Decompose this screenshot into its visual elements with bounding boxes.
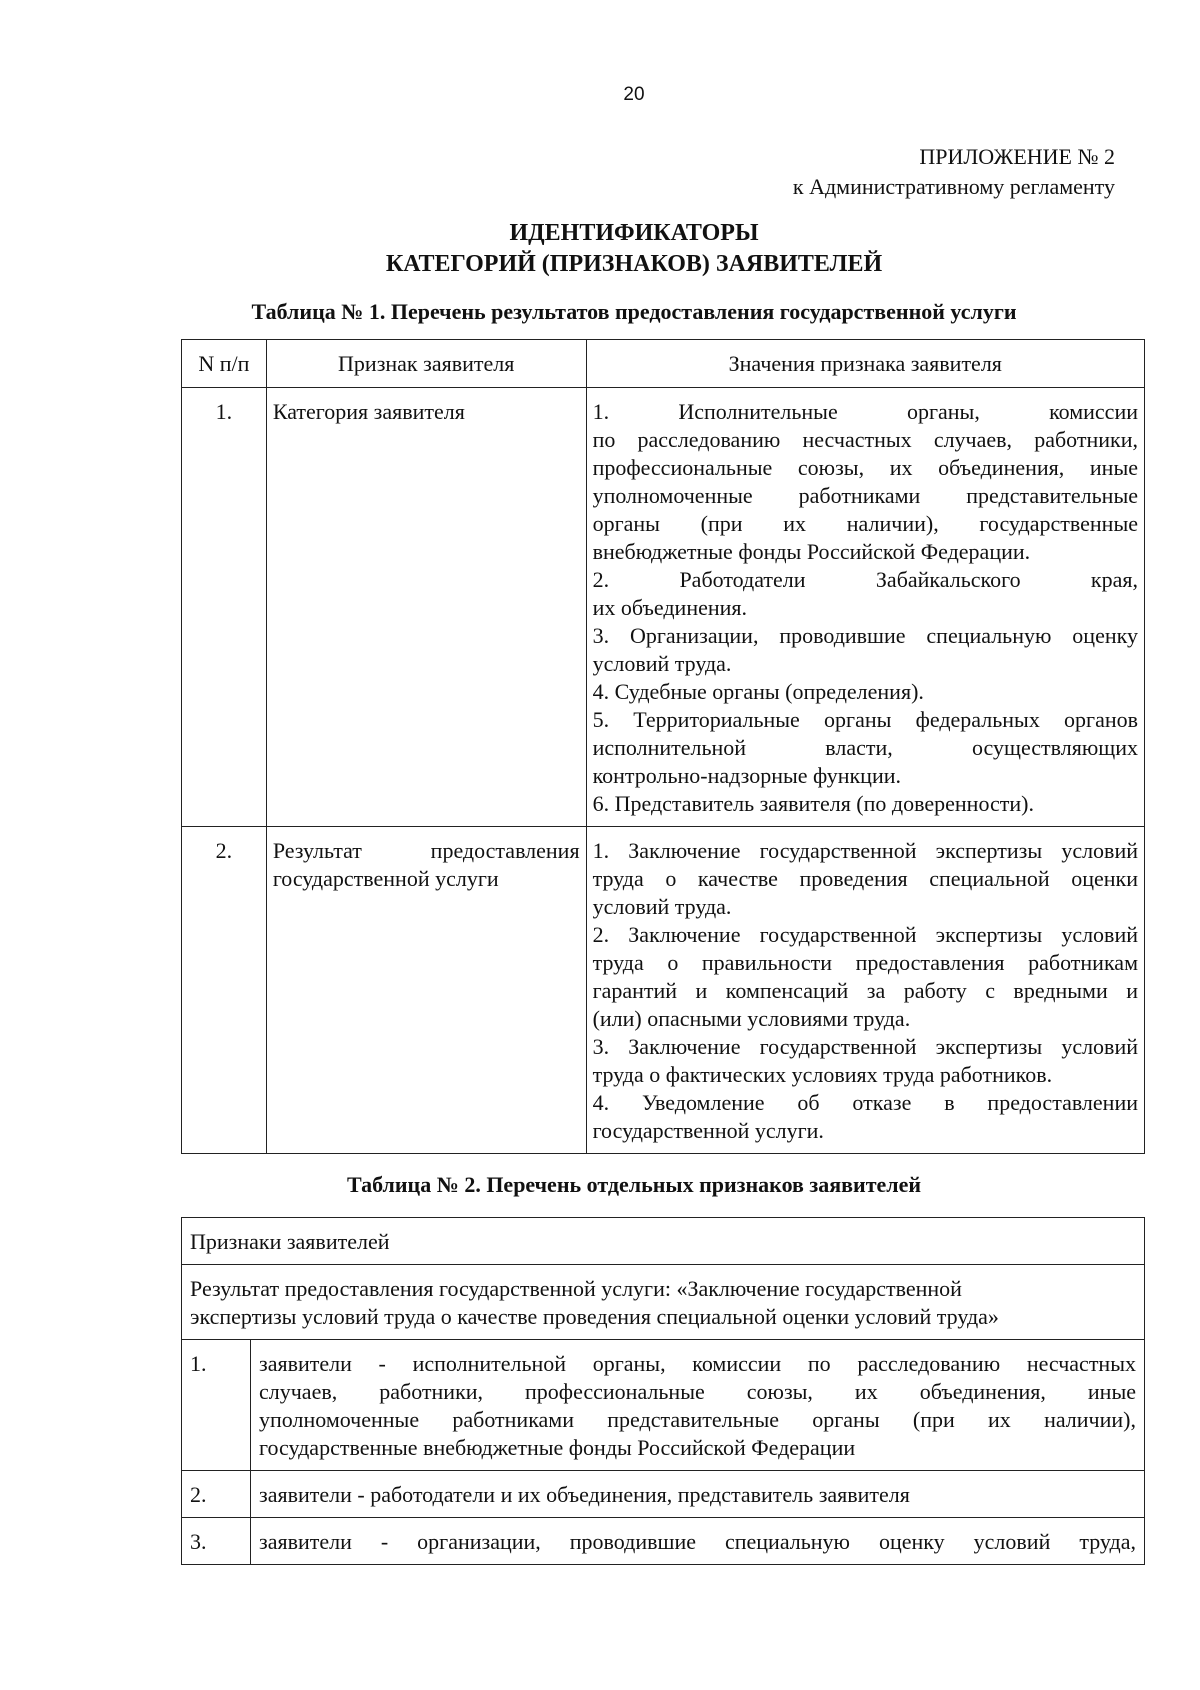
column-header-attribute: Признак заявителя [266, 340, 586, 388]
row-line: заявители - организации, проводившие специальную оценку условий труда, [259, 1529, 1136, 1554]
value-line: профессиональные союзы, их объединения, иные [592, 455, 1138, 480]
results-table [181, 339, 1145, 1154]
appendix-reference: к Административному регламенту [792, 174, 1115, 199]
value-line: 3. Организации, проводившие специальную оценку [592, 623, 1138, 648]
value-line: 3. Заключение государственной экспертизы условий [592, 1034, 1138, 1059]
value-line: 1. Исполнительные органы, комиссии [592, 399, 1138, 424]
value-line: контрольно-надзорные функции. [592, 763, 901, 788]
row-line: заявители - работодатели и их объединения, представитель заявителя [259, 1482, 910, 1507]
row-number: 2. [182, 1471, 251, 1518]
column-header-number: N п/п [182, 340, 267, 388]
value-line: 2. Работодатели Забайкальского края, [592, 567, 1138, 592]
value-line: по расследованию несчастных случаев, работники, [592, 427, 1138, 452]
row-line: уполномоченные работниками представительные органы (при их наличии), [259, 1407, 1136, 1432]
value-line: органы (при их наличии), государственные [592, 511, 1138, 536]
attribute-line: Результат предоставления [272, 838, 580, 863]
table-row [182, 1340, 1145, 1471]
row-line: государственные внебюджетные фонды Российской Федерации [259, 1435, 856, 1460]
result-row [182, 1265, 1145, 1340]
row-attribute [266, 388, 586, 827]
appendix-heading [793, 142, 1115, 202]
row-text [251, 1471, 1145, 1518]
result-line: экспертизы условий труда о качестве проведения специальной оценки условий труда» [190, 1304, 999, 1329]
table-row [182, 827, 1145, 1154]
value-line: труда о правильности предоставления работникам [592, 950, 1138, 975]
row-text [251, 1518, 1145, 1565]
document-title-line-2: КАТЕГОРИЙ (ПРИЗНАКОВ) ЗАЯВИТЕЛЕЙ [385, 251, 883, 277]
value-line: 4. Уведомление об отказе в предоставлении [592, 1090, 1138, 1115]
table-header-row [182, 1218, 1145, 1265]
table-row [182, 388, 1145, 827]
value-line: труда о фактических условиях труда работников. [592, 1062, 1053, 1087]
value-line: условий труда. [592, 651, 732, 676]
table1-caption: Таблица № 1. Перечень результатов предоставления государственной услуги [251, 299, 1017, 324]
page-number: 20 [623, 84, 645, 105]
value-line: уполномоченные работниками представительные [592, 483, 1138, 508]
table-row [182, 1518, 1145, 1565]
table-header-row [182, 340, 1145, 388]
value-line: их объединения. [592, 595, 748, 620]
document-title-line-1: ИДЕНТИФИКАТОРЫ [509, 220, 759, 246]
document-title [0, 218, 1200, 280]
result-line: Результат предоставления государственной услуги: «Заключение государственной [190, 1276, 962, 1301]
row-values [586, 388, 1144, 827]
value-line: условий труда. [592, 894, 732, 919]
row-number: 2. [182, 827, 267, 1154]
appendix-number: ПРИЛОЖЕНИЕ № 2 [919, 144, 1115, 169]
attributes-header: Признаки заявителей [182, 1218, 1145, 1265]
row-number: 1. [182, 1340, 251, 1471]
row-number: 3. [182, 1518, 251, 1565]
value-line: 6. Представитель заявителя (по доверенности). [592, 791, 1034, 816]
value-line: исполнительной власти, осуществляющих [592, 735, 1138, 760]
value-line: 1. Заключение государственной экспертизы условий [592, 838, 1138, 863]
value-line: 5. Территориальные органы федеральных органов [592, 707, 1138, 732]
value-line: внебюджетные фонды Российской Федерации. [592, 539, 1031, 564]
row-line: случаев, работники, профессиональные союзы, их объединения, иные [259, 1379, 1136, 1404]
attribute-line: Категория заявителя [272, 399, 465, 424]
row-line: заявители - исполнительной органы, комиссии по расследованию несчастных [259, 1351, 1136, 1376]
row-attribute [266, 827, 586, 1154]
table-row [182, 1471, 1145, 1518]
value-line: (или) опасными условиями труда. [592, 1006, 911, 1031]
row-text [251, 1340, 1145, 1471]
row-values [586, 827, 1144, 1154]
result-description [182, 1265, 1145, 1340]
value-line: гарантий и компенсаций за работу с вредными и [592, 978, 1138, 1003]
column-header-values: Значения признака заявителя [586, 340, 1144, 388]
value-line: государственной услуги. [592, 1118, 824, 1143]
row-number: 1. [182, 388, 267, 827]
value-line: 2. Заключение государственной экспертизы условий [592, 922, 1138, 947]
value-line: труда о качестве проведения специальной оценки [592, 866, 1138, 891]
applicant-attributes-table [181, 1217, 1145, 1565]
attribute-line: государственной услуги [272, 866, 499, 891]
value-line: 4. Судебные органы (определения). [592, 679, 924, 704]
table2-caption: Таблица № 2. Перечень отдельных признаков заявителей [346, 1172, 922, 1197]
